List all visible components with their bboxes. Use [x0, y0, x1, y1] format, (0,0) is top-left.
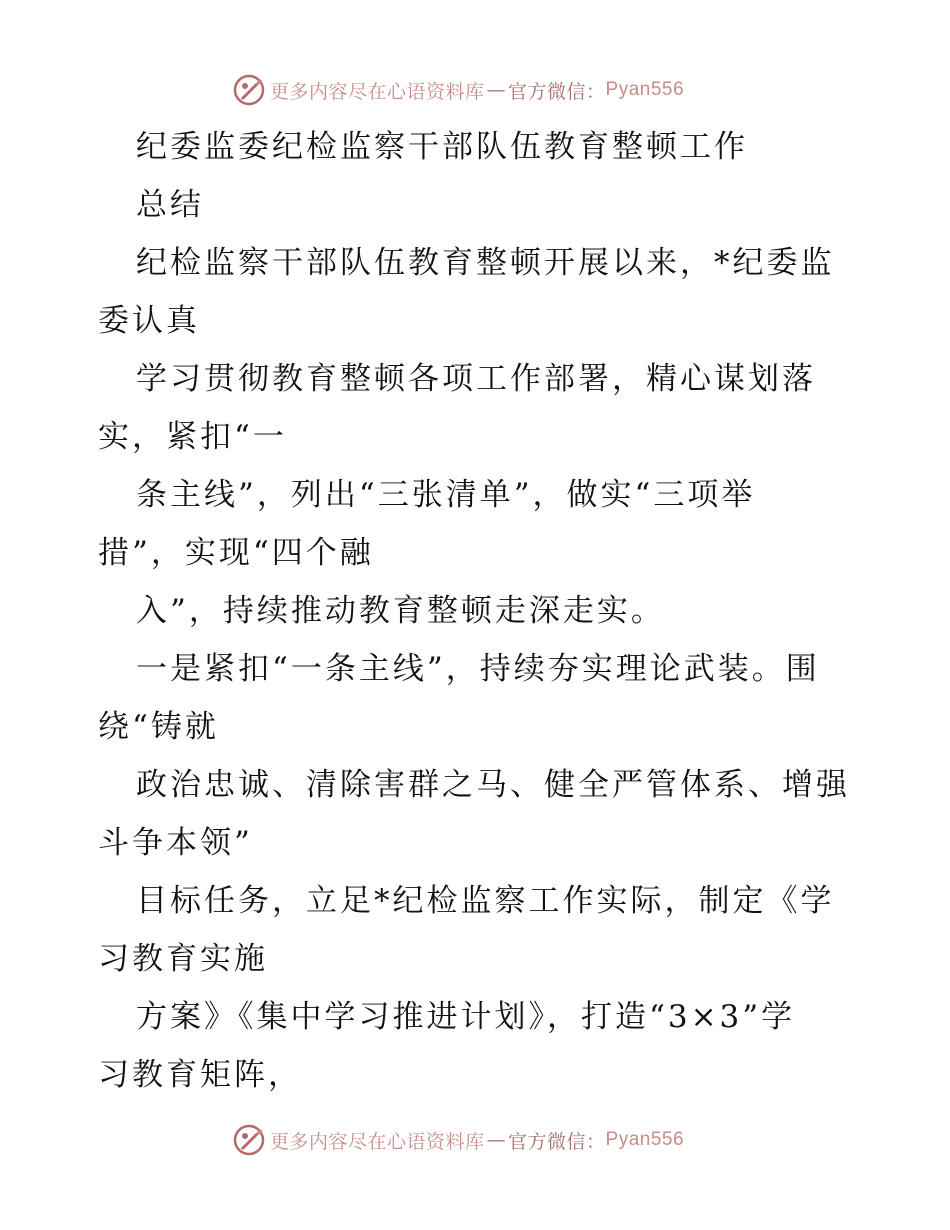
- text-line: 斗争本领”: [98, 825, 253, 861]
- watermark-dash: —: [486, 79, 507, 101]
- footer-watermark: [232, 1122, 684, 1158]
- text-line: 实，紧扣“一: [98, 419, 287, 455]
- text-line: 学习贯彻教育整顿各项工作部署，精心谋划落: [136, 361, 816, 397]
- text-line: 措”，实现“四个融: [98, 535, 374, 571]
- text-line: 委认真: [98, 303, 200, 339]
- watermark-text: 更多内容尽在心语资料库: [270, 1130, 485, 1153]
- document-body: [98, 118, 858, 1104]
- text-line: 总结: [136, 187, 204, 223]
- watermark-dash: —: [486, 1129, 507, 1151]
- watermark-wechat-label: 官方微信：: [508, 1130, 606, 1153]
- text-line: 政治忠诚、清除害群之马、健全严管体系、增强: [136, 767, 850, 803]
- text-line: 纪检监察干部队伍教育整顿开展以来，*纪委监: [136, 245, 835, 281]
- quill-logo-icon: [232, 1123, 266, 1157]
- watermark-wechat-id: Pyan556: [605, 1129, 685, 1150]
- text-line: 一是紧扣“一条主线”，持续夯实理论武装。围: [136, 651, 820, 687]
- watermark-wechat-id: Pyan556: [605, 79, 685, 100]
- text-line: 纪委监委纪检监察干部队伍教育整顿工作: [136, 129, 748, 165]
- watermark-text: 更多内容尽在心语资料库: [270, 80, 485, 103]
- text-line: 习教育矩阵，: [98, 1057, 302, 1093]
- header-watermark: [232, 72, 684, 108]
- text-line: 绕“铸就: [98, 709, 219, 745]
- watermark-wechat-label: 官方微信：: [508, 80, 606, 103]
- text-line: 目标任务，立足*纪检监察工作实际，制定《学: [136, 883, 835, 919]
- text-line: 习教育实施: [98, 941, 268, 977]
- text-line: 入”，持续推动教育整顿走深走实。: [136, 593, 665, 629]
- text-line: 条主线”，列出“三张清单”，做实“三项举: [136, 477, 756, 513]
- quill-logo-icon: [232, 73, 266, 107]
- text-line: 方案》《集中学习推进计划》，打造“3×3”学: [136, 999, 796, 1035]
